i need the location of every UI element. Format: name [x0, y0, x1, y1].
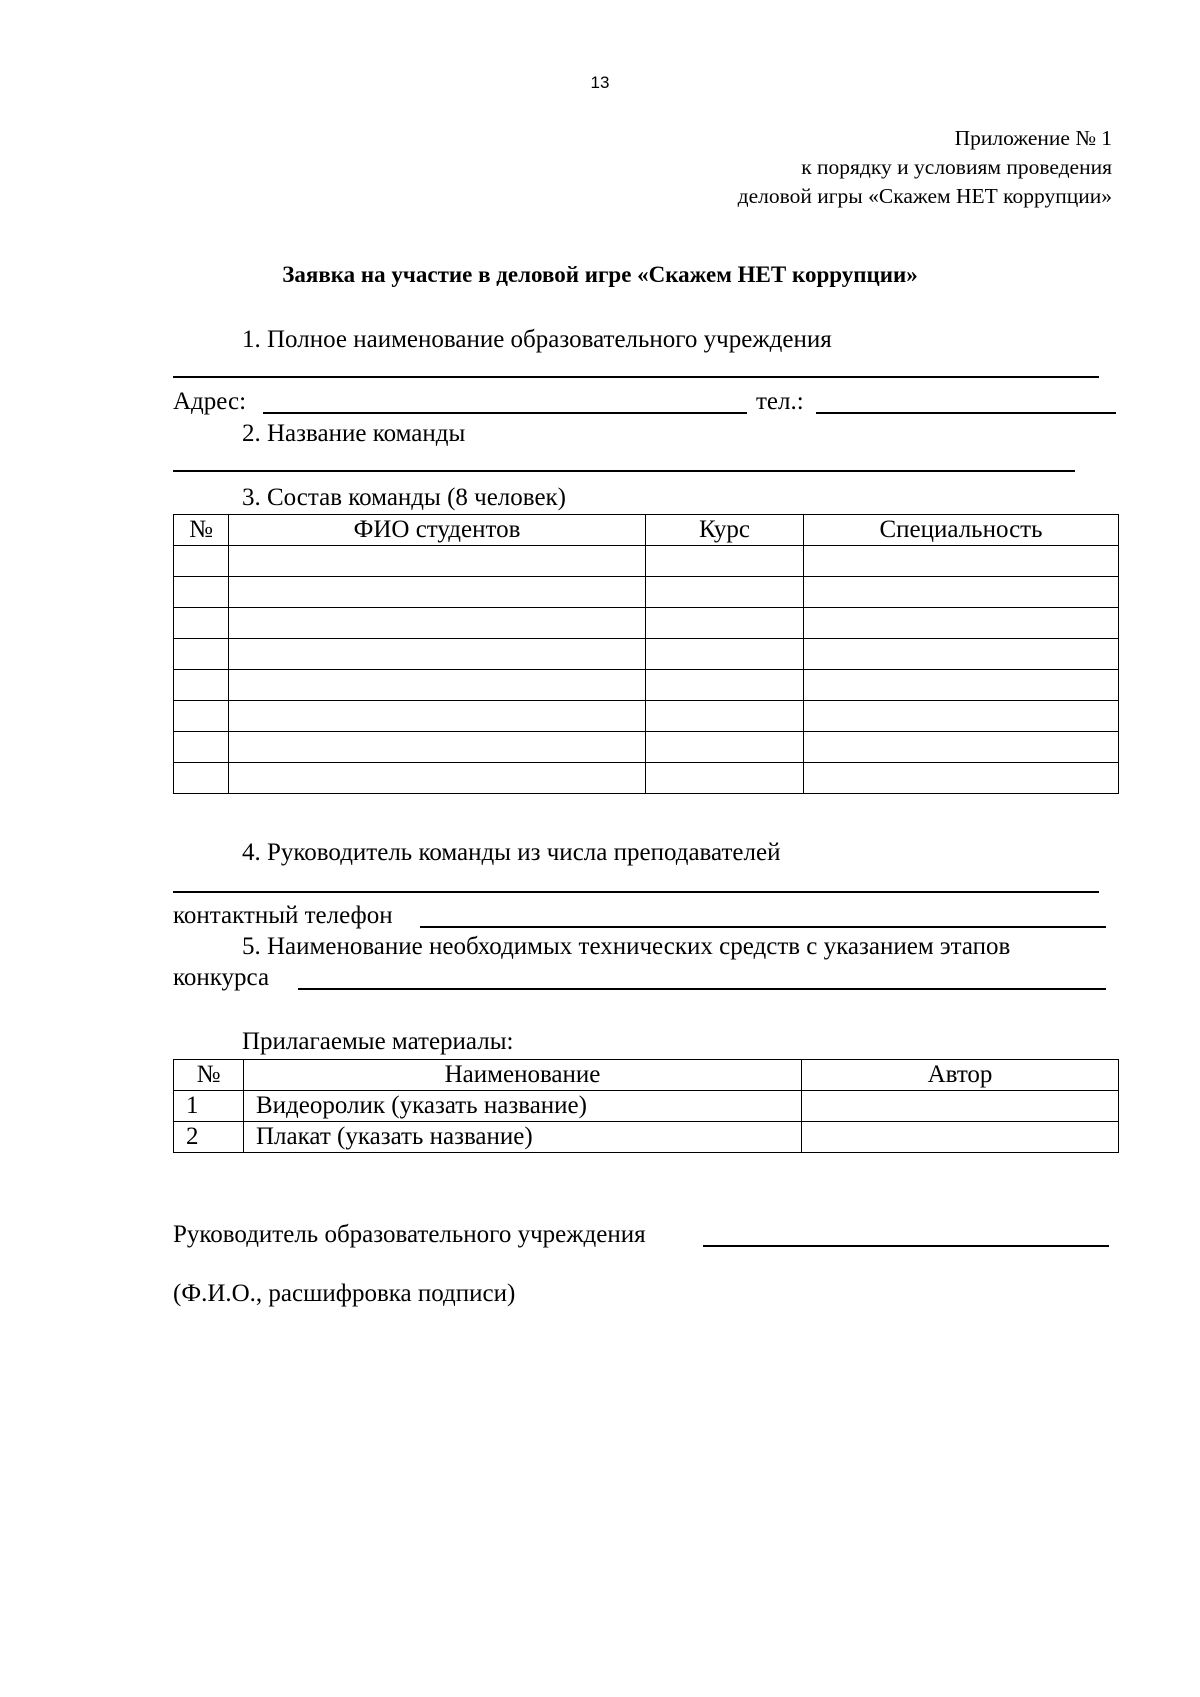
team-cell-num[interactable]: [174, 608, 229, 639]
team-col-name: ФИО студентов: [229, 515, 646, 546]
materials-row: [174, 1122, 1119, 1153]
team-cell-num[interactable]: [174, 732, 229, 763]
team-table-header: [174, 515, 1119, 546]
team-cell-specialty[interactable]: [804, 546, 1119, 577]
materials-row: [174, 1091, 1119, 1122]
materials-row-name: Плакат (указать название): [244, 1122, 802, 1153]
materials-row-author[interactable]: [802, 1122, 1119, 1153]
address-label: Адрес:: [173, 388, 247, 415]
team-cell-course[interactable]: [646, 701, 804, 732]
team-cell-specialty[interactable]: [804, 639, 1119, 670]
team-table-row: [174, 608, 1119, 639]
materials-table-header: [174, 1060, 1119, 1091]
section5-label-line2: конкурса: [173, 964, 270, 991]
appendix-line-1: Приложение № 1: [954, 126, 1112, 150]
contact-phone-field[interactable]: [420, 926, 1106, 928]
materials-table: [173, 1059, 1119, 1153]
team-table-row: [174, 577, 1119, 608]
team-cell-course[interactable]: [646, 546, 804, 577]
team-cell-name[interactable]: [229, 701, 646, 732]
appendix-line-3: деловой игры «Скажем НЕТ коррупции»: [737, 184, 1112, 208]
materials-label: Прилагаемые материалы:: [242, 1028, 514, 1055]
team-cell-name[interactable]: [229, 732, 646, 763]
appendix-line-2: к порядку и условиям проведения: [801, 155, 1112, 179]
materials-row-num: 2: [174, 1122, 244, 1153]
team-cell-name[interactable]: [229, 577, 646, 608]
team-cell-name[interactable]: [229, 608, 646, 639]
document-title: Заявка на участие в деловой игре «Скажем НЕТ коррупции»: [282, 262, 918, 287]
section2-label: 2. Название команды: [242, 420, 466, 447]
team-cell-specialty[interactable]: [804, 577, 1119, 608]
materials-col-name: Наименование: [244, 1060, 802, 1091]
team-cell-course[interactable]: [646, 732, 804, 763]
team-col-num: №: [174, 515, 229, 546]
section5-label-line1: 5. Наименование необходимых технических средств с указанием этапов: [242, 933, 1011, 960]
section4-label: 4. Руководитель команды из числа преподавателей: [242, 839, 781, 866]
team-table-row: [174, 639, 1119, 670]
team-cell-num[interactable]: [174, 701, 229, 732]
contact-phone-label: контактный телефон: [173, 902, 393, 929]
address-field[interactable]: [263, 412, 747, 414]
team-cell-specialty[interactable]: [804, 608, 1119, 639]
team-cell-num[interactable]: [174, 546, 229, 577]
team-cell-num[interactable]: [174, 670, 229, 701]
section3-label: 3. Состав команды (8 человек): [242, 484, 567, 511]
team-table-row: [174, 732, 1119, 763]
phone-label: тел.:: [756, 388, 804, 415]
technical-means-field[interactable]: [298, 988, 1106, 990]
page-number: 13: [590, 73, 610, 92]
team-cell-specialty[interactable]: [804, 670, 1119, 701]
team-cell-num[interactable]: [174, 639, 229, 670]
team-cell-num[interactable]: [174, 763, 229, 794]
team-table-row: [174, 546, 1119, 577]
phone-field[interactable]: [816, 412, 1116, 414]
team-cell-course[interactable]: [646, 670, 804, 701]
institution-name-field[interactable]: [173, 376, 1099, 378]
team-name-field[interactable]: [173, 470, 1075, 472]
team-cell-name[interactable]: [229, 670, 646, 701]
team-cell-course[interactable]: [646, 608, 804, 639]
team-leader-field[interactable]: [173, 891, 1099, 893]
materials-col-num: №: [174, 1060, 244, 1091]
team-table-row: [174, 670, 1119, 701]
signature-caption: (Ф.И.О., расшифровка подписи): [173, 1280, 516, 1307]
materials-col-author: Автор: [802, 1060, 1119, 1091]
team-cell-course[interactable]: [646, 639, 804, 670]
signature-field[interactable]: [703, 1245, 1109, 1247]
section1-label: 1. Полное наименование образовательного учреждения: [242, 326, 832, 353]
team-table: [173, 514, 1119, 794]
materials-row-name: Видеоролик (указать название): [244, 1091, 802, 1122]
team-cell-specialty[interactable]: [804, 763, 1119, 794]
team-table-row: [174, 763, 1119, 794]
team-cell-course[interactable]: [646, 763, 804, 794]
signature-label: Руководитель образовательного учреждения: [173, 1221, 646, 1248]
team-col-specialty: Специальность: [804, 515, 1119, 546]
appendix-header: [738, 124, 1112, 211]
team-cell-name[interactable]: [229, 639, 646, 670]
team-cell-specialty[interactable]: [804, 732, 1119, 763]
team-cell-name[interactable]: [229, 763, 646, 794]
materials-row-author[interactable]: [802, 1091, 1119, 1122]
materials-row-num: 1: [174, 1091, 244, 1122]
team-cell-num[interactable]: [174, 577, 229, 608]
team-cell-specialty[interactable]: [804, 701, 1119, 732]
team-cell-course[interactable]: [646, 577, 804, 608]
team-col-course: Курс: [646, 515, 804, 546]
team-table-row: [174, 701, 1119, 732]
team-cell-name[interactable]: [229, 546, 646, 577]
